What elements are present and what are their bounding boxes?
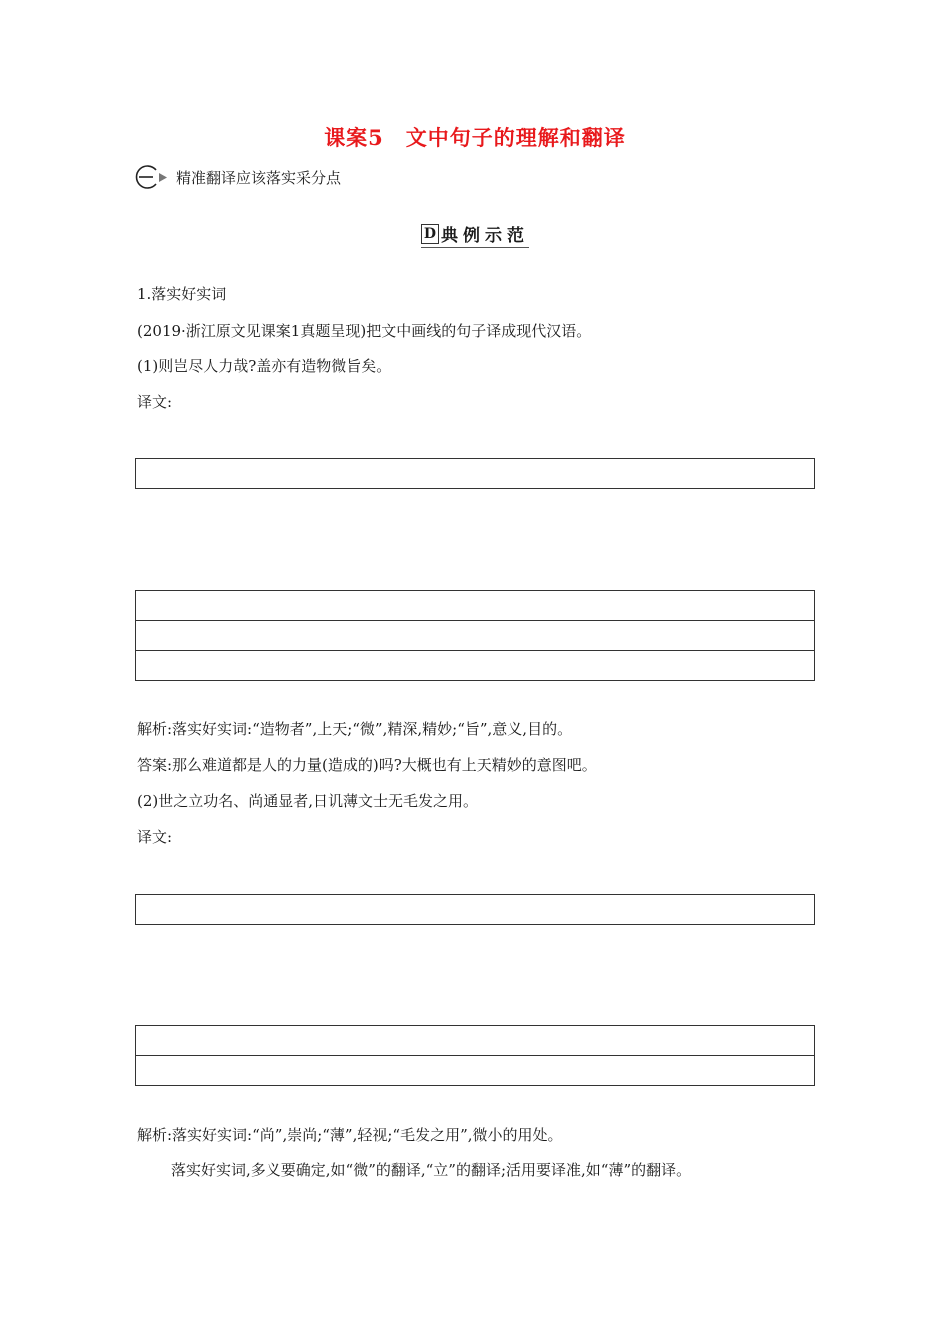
example-banner [0, 221, 950, 248]
answer-box-1b[interactable] [135, 590, 815, 681]
answer-1: 答案:那么难道都是人的力量(造成的)吗?大概也有上天精妙的意图吧。 [137, 756, 597, 774]
translation-label-1: 译文: [137, 393, 173, 411]
tip-paragraph: 落实好实词,多义要确定,如“微”的翻译,“立”的翻译;活用要译准,如“薄”的翻译。 [171, 1161, 692, 1179]
analysis-2: 解析:落实好实词:“尚”,崇尚;“薄”,轻视;“毛发之用”,微小的用处。 [137, 1126, 563, 1144]
item-heading: 1.落实好实词 [137, 285, 227, 303]
page-title: 课案5 文中句子的理解和翻译 [324, 125, 626, 150]
translation-label-2: 译文: [137, 828, 173, 846]
answer-box-1a[interactable] [135, 458, 815, 489]
section-heading [134, 162, 341, 192]
question-source: (2019·浙江原文见课案1真题呈现)把文中画线的句子译成现代汉语。 [137, 322, 592, 340]
answer-box-2a[interactable] [135, 894, 815, 925]
question-1: (1)则岂尽人力哉?盖亦有造物微旨矣。 [137, 357, 392, 375]
section-label: 精准翻译应该落实采分点 [176, 168, 342, 187]
analysis-1: 解析:落实好实词:“造物者”,上天;“微”,精深,精妙;“旨”,意义,目的。 [137, 720, 573, 738]
section-one-icon [134, 162, 170, 192]
banner-letter-badge: D [421, 224, 439, 244]
banner-label: 典例示范 [441, 226, 529, 246]
question-2: (2)世之立功名、尚通显者,日讥薄文士无毛发之用。 [137, 792, 479, 810]
answer-box-2b[interactable] [135, 1025, 815, 1086]
